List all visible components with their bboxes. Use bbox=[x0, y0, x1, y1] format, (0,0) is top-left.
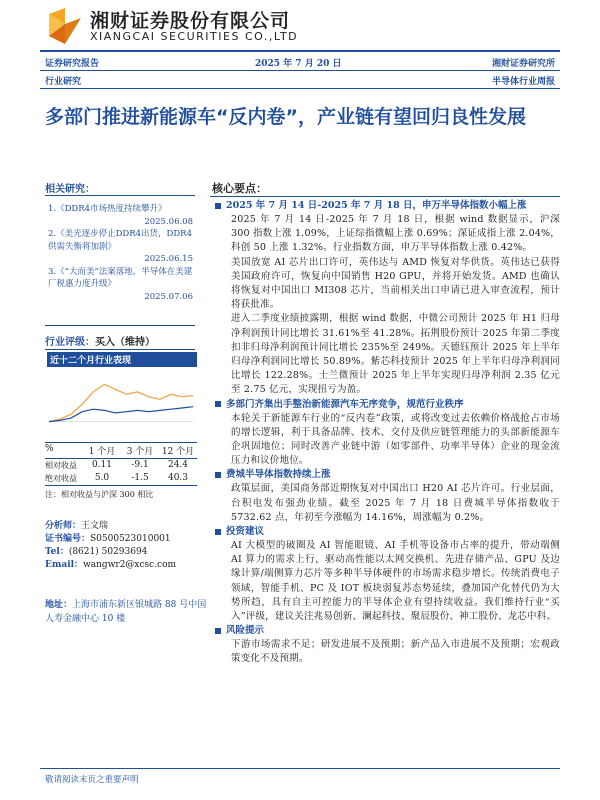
report-type: 证券研究报告 bbox=[45, 59, 100, 69]
related-list bbox=[48, 203, 193, 303]
section-heading bbox=[215, 199, 560, 213]
footer-disclaimer[interactable]: 敬请阅读末页之重要声明 bbox=[45, 775, 139, 785]
section-heading-text: 风险提示 bbox=[226, 625, 265, 637]
rating-value: 买入（维持） bbox=[95, 337, 155, 348]
section bbox=[215, 468, 560, 525]
address bbox=[45, 598, 210, 626]
company-logo bbox=[45, 6, 85, 46]
related-title: 相关研究： bbox=[45, 184, 95, 195]
cert-label: 证书编号： bbox=[45, 534, 91, 544]
bullet-icon bbox=[215, 529, 221, 535]
paragraph: AI 大模型的破圈及 AI 智能眼镜、AI 手机等设备市占率的提升，带动端侧 AI 算力的需求上行，驱动高性能以太网交换机、先进存储产品、GPU 及边缘计算/端侧算力芯片等多种半导体硬件的市场需求稳步增长。传统消费电子领域，智能手机、PC 及 IOT 板块弱复苏态势延续，叠加国产化替代仍为大势所趋，具有自主可控能力的半导体企业有望持续收益。我们维持行业“买入”评级，建议关注兆易创新、澜起科技、聚辰股份、神工股份、龙芯中科。 bbox=[231, 540, 560, 623]
table-cell: 相对收益 bbox=[45, 461, 77, 470]
paragraph: 美国放宽 AI 芯片出口许可，英伟达与 AMD 恢复对华供货。英伟达已获得美国政府许可，恢复向中国销售 H20 GPU，并将开始发货。AMD 也确认将恢复对中国出口 MI308 芯片，当前相关出口申请已进入审查流程，预计将获批准。 bbox=[231, 256, 560, 311]
company-name-cn: 湘财证券股份有限公司 bbox=[90, 10, 291, 32]
section-heading-text: 费城半导体指数持续上涨 bbox=[226, 469, 331, 481]
related-item[interactable] bbox=[48, 203, 193, 228]
tel-number: (8621) 50293694 bbox=[68, 547, 148, 557]
report-date: 2025 年 7 月 20 日 bbox=[255, 59, 342, 69]
table-cell: 24.4 bbox=[167, 460, 189, 470]
analyst-info bbox=[45, 520, 200, 572]
cert-number: S0500523010001 bbox=[90, 534, 171, 544]
company-name-en: XIANGCAI SECURITIES CO.,LTD bbox=[90, 30, 299, 43]
bullet-icon bbox=[215, 472, 221, 478]
table-cell: 40.3 bbox=[167, 473, 189, 483]
related-item-text: 2.《美光逐步停止DDR4出货，DDR4供需失衡将加剧》 bbox=[48, 229, 192, 252]
tel-label: Tel： bbox=[45, 547, 69, 557]
email-label: Email： bbox=[45, 560, 84, 570]
performance-chart bbox=[45, 368, 197, 438]
table-cell: 5.0 bbox=[94, 473, 110, 483]
table-cell: 绝对收益 bbox=[45, 474, 77, 483]
section-heading-text: 投资建议 bbox=[226, 526, 265, 538]
related-item-date: 2025.07.06 bbox=[144, 291, 193, 302]
industry-rating bbox=[45, 333, 155, 348]
table-cell: 0.11 bbox=[91, 460, 113, 470]
table-note: 注：相对收益与沪深 300 相比 bbox=[45, 490, 154, 499]
section bbox=[215, 199, 560, 398]
table-header-cell: % bbox=[45, 444, 54, 454]
paragraph: 政策层面，美国商务部近期恢复对中国出口 H20 AI 芯片许可。行业层面，台积电发布强劲业绩。截至 2025 年 7 月 18 日费城半导体指数收于 5732.62 点，年初至今涨幅为 14.16%，周涨幅为 0.2%。 bbox=[231, 483, 560, 523]
section-heading-text: 多部门齐集出手整治新能源汽车无序竞争，规范行业秩序 bbox=[226, 398, 464, 410]
section-heading bbox=[215, 398, 560, 412]
key-points-title: 核心要点： bbox=[212, 182, 267, 195]
table-row bbox=[45, 459, 197, 472]
section bbox=[215, 398, 560, 469]
section bbox=[215, 525, 560, 624]
analyst-name: 王文瑞 bbox=[81, 521, 109, 531]
section-heading-text: 2025 年 7 月 14 日-2025 年 7 月 18 日，申万半导体指数小幅上涨 bbox=[226, 200, 527, 211]
bullet-icon bbox=[215, 203, 221, 209]
analyst-label: 分析师： bbox=[45, 521, 82, 531]
email-link[interactable]: wangwr2@xcsc.com bbox=[83, 560, 177, 570]
paragraph: 下游市场需求不足；研发进展不及预期；新产品入市进展不及预期；宏观政策变化不及预期。 bbox=[231, 639, 560, 665]
page-title: 多部门推进新能源车“反内卷”，产业链有望回归良性发展 bbox=[45, 106, 526, 128]
paragraph: 进入二季度业绩披露期，根据 wind 数据，中微公司预计 2025 年 H1 归母净利润预计同比增长 31.61%至 41.28%。拓荆股份预计 2025 年第二季度扣非归母净利润预计同比增长 235%至 249%。天德钰预计 2025 年上半年归母净利润同比增长 50.89%。紫芯科技预计 2025 年上半年归母净利润同比增长 122.28%。士兰微预计 2025 年上半年实现归母净利润 2.35 亿元至 2.75 亿元，实现扭亏为盈。 bbox=[231, 313, 560, 396]
address-label: 地址： bbox=[45, 600, 73, 610]
bullet-icon bbox=[215, 628, 221, 634]
related-item-text: 3.《“大而美”法案落地，半导体在美建厂税惠力度升级》 bbox=[48, 266, 193, 289]
related-item-date: 2025.06.15 bbox=[144, 254, 193, 264]
report-category: 行业研究 bbox=[45, 77, 82, 87]
bullet-icon bbox=[215, 401, 221, 407]
table-cell: -1.5 bbox=[131, 473, 149, 483]
section-heading bbox=[215, 525, 560, 539]
main-content bbox=[215, 199, 560, 667]
table-cell: -9.1 bbox=[131, 460, 149, 470]
perf-table bbox=[45, 442, 197, 500]
address-text: 上海市浦东新区银城路 88 号中国人寿金融中心 10 楼 bbox=[45, 600, 207, 624]
table-header-cell: 3 个月 bbox=[126, 447, 154, 457]
rating-label: 行业评级： bbox=[45, 337, 95, 348]
table-header-cell: 12 个月 bbox=[161, 447, 195, 457]
related-item-date: 2025.06.08 bbox=[144, 216, 193, 227]
paragraph: 本轮关于新能源车行业的“反内卷”政策，或将改变过去依赖价格战抢占市场的增长逻辑，利于具备品牌、技术、交付及供应链管理能力的头部新能源车企巩固地位；同时改善产业链中游（如零部件、功率半导体）企业的现金流压力和议价地位。 bbox=[231, 412, 560, 467]
paragraph: 2025 年 7 月 14 日-2025 年 7 月 18 日，根据 wind 数据显示，沪深 300 指数上涨 1.09%，上证综指微幅上涨 0.69%；深证成指上涨 2.04%，科创 50 上涨 1.32%。行业指数方面，申万半导体指数上涨 0.42%。 bbox=[231, 214, 560, 254]
perf-title: 近十二个月行业表现 bbox=[47, 352, 197, 367]
institute: 湘财证券研究所 bbox=[491, 59, 555, 69]
table-header-cell: 1 个月 bbox=[88, 447, 116, 457]
related-item-text: 1.《DDR4市场热度持续攀升》 bbox=[48, 204, 167, 214]
section-heading bbox=[215, 468, 560, 482]
related-item[interactable] bbox=[48, 228, 193, 266]
table-row bbox=[45, 472, 197, 486]
section-heading bbox=[215, 624, 560, 638]
section bbox=[215, 624, 560, 666]
table-header bbox=[45, 442, 197, 459]
series-line bbox=[49, 384, 193, 421]
related-item[interactable] bbox=[48, 266, 193, 304]
report-subtype: 半导体行业周报 bbox=[491, 77, 555, 87]
